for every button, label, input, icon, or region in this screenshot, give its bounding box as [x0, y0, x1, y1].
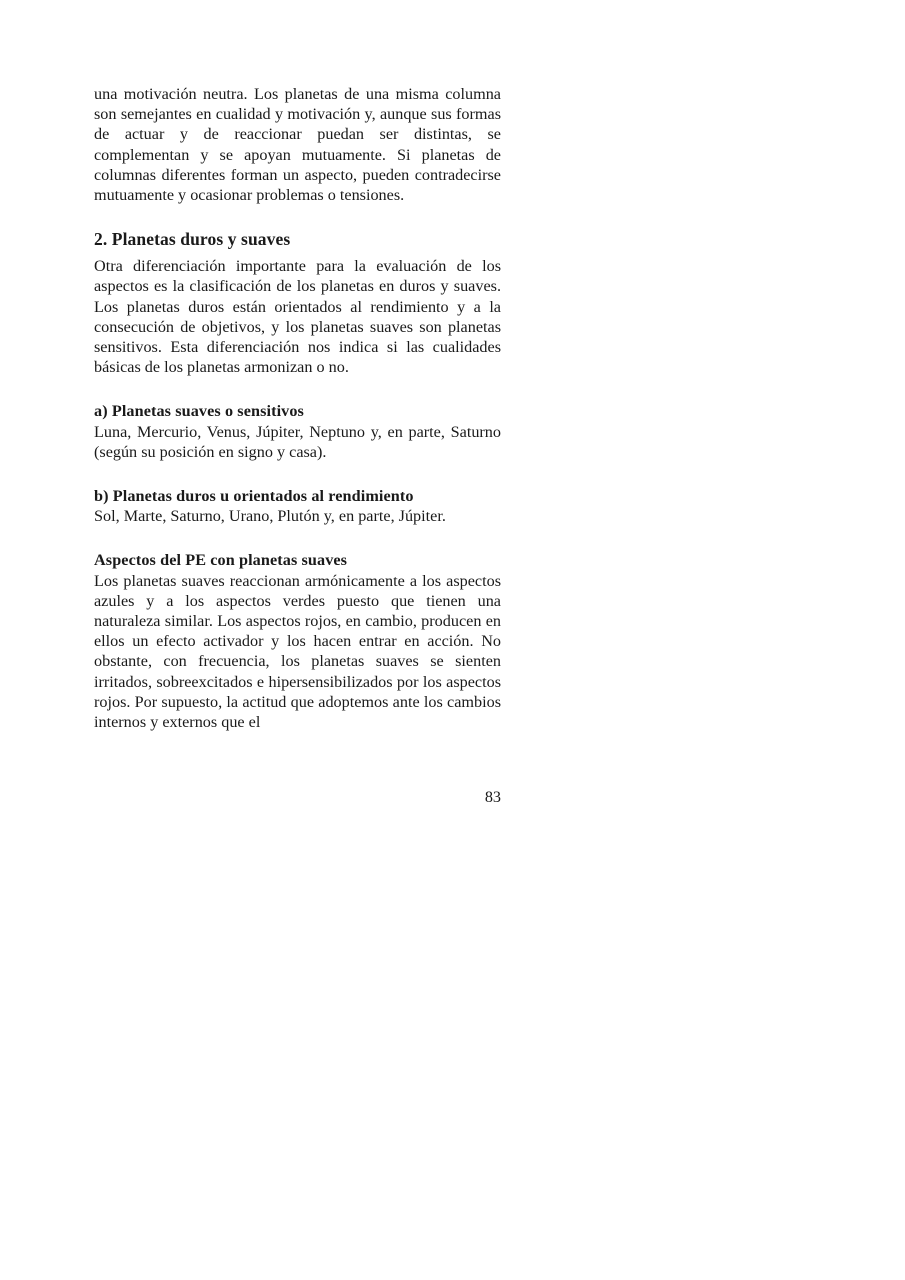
page-body — [94, 84, 501, 732]
section-2-heading: 2. Planetas duros y suaves — [94, 229, 291, 250]
subsection-b-text: Sol, Marte, Saturno, Urano, Plutón y, en parte, Júpiter. — [94, 507, 446, 526]
section-2-paragraph: Otra diferenciación importante para la evaluación de los aspectos es la clasificación de los planetas en duros y suaves. Los planetas duros están orientados al rendimiento y a la consecución de objetivos, y los planetas suaves son planetas sensitivos. Esta diferenciación nos indica si las cualidades básicas de los planetas armonizan o no. — [94, 257, 501, 377]
subsection-b-heading: b) Planetas duros u orientados al rendimiento — [94, 487, 414, 506]
page-number: 83 — [484, 788, 501, 806]
aspects-text: Los planetas suaves reaccionan armónicamente a los aspectos azules y a los aspectos verdes puesto que tienen una naturaleza similar. Los aspectos rojos, en cambio, producen en ellos un efecto activador y los hacen entrar en acción. No obstante, con frecuencia, los planetas suaves se sienten irritados, sobreexcitados e hipersensibilizados por los aspectos rojos. Por supuesto, la actitud que adoptemos ante los cambios internos y externos que el — [94, 571, 501, 732]
subsection-a-heading: a) Planetas suaves o sensitivos — [94, 402, 304, 421]
intro-paragraph: una motivación neutra. Los planetas de una misma columna son semejantes en cualidad y motivación y, aunque sus formas de actuar y de reaccionar puedan ser distintas, se complementan y se apoyan mutuamente. Si planetas de columnas diferentes forman un aspecto, pueden contradecirse mutuamente y ocasionar problemas o tensiones. — [94, 85, 501, 205]
aspects-heading: Aspectos del PE con planetas suaves — [94, 551, 348, 570]
subsection-a-text: Luna, Mercurio, Venus, Júpiter, Neptuno y, en parte, Saturno (según su posición en signo y casa). — [94, 422, 501, 461]
